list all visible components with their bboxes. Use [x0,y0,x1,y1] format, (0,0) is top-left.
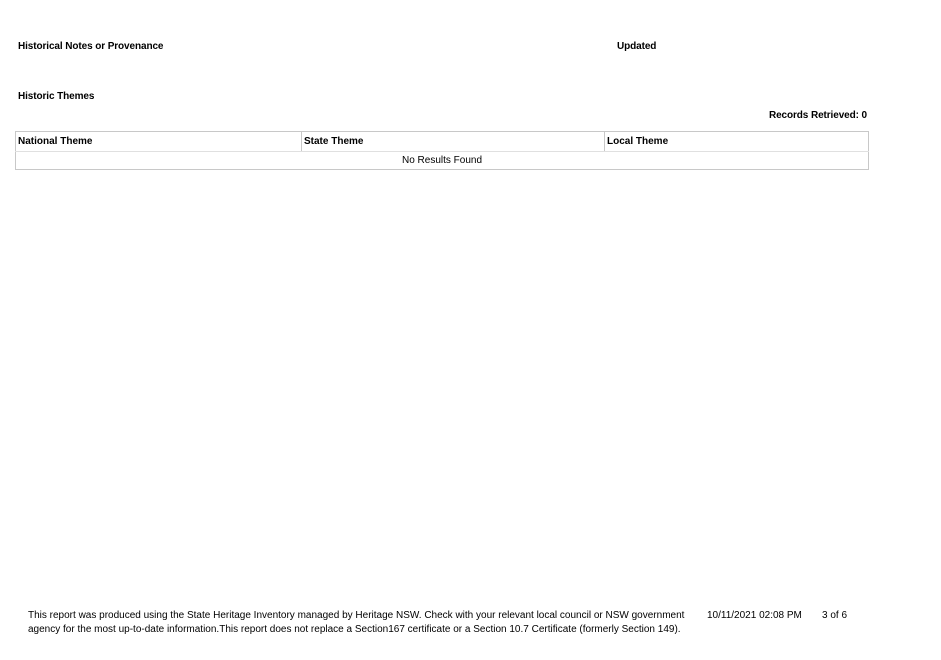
column-header-local-theme: Local Theme [605,132,869,152]
column-header-state-theme: State Theme [302,132,605,152]
table-row [16,152,869,170]
table-header-row [16,132,869,152]
footer-page-number: 3 of 6 [822,610,848,621]
records-retrieved-count: Records Retrieved: 0 [768,110,867,121]
column-header-national-theme: National Theme [16,132,302,152]
footer-datetime: 10/11/2021 02:08 PM [707,610,802,621]
no-results-message: No Results Found [16,152,869,170]
updated-heading: Updated [617,41,657,52]
footer-disclaimer: This report was produced using the State Heritage Inventory managed by Heritage NSW. Check with your relevant local council or NSW government agency for the most up-to-date information.This report does not replace a Section167 certificate or a Section 10.7 Certificate (formerly Section 149). [28,610,685,635]
historical-notes-heading: Historical Notes or Provenance [18,41,164,52]
historic-themes-table [15,131,869,170]
historic-themes-heading: Historic Themes [18,91,95,102]
